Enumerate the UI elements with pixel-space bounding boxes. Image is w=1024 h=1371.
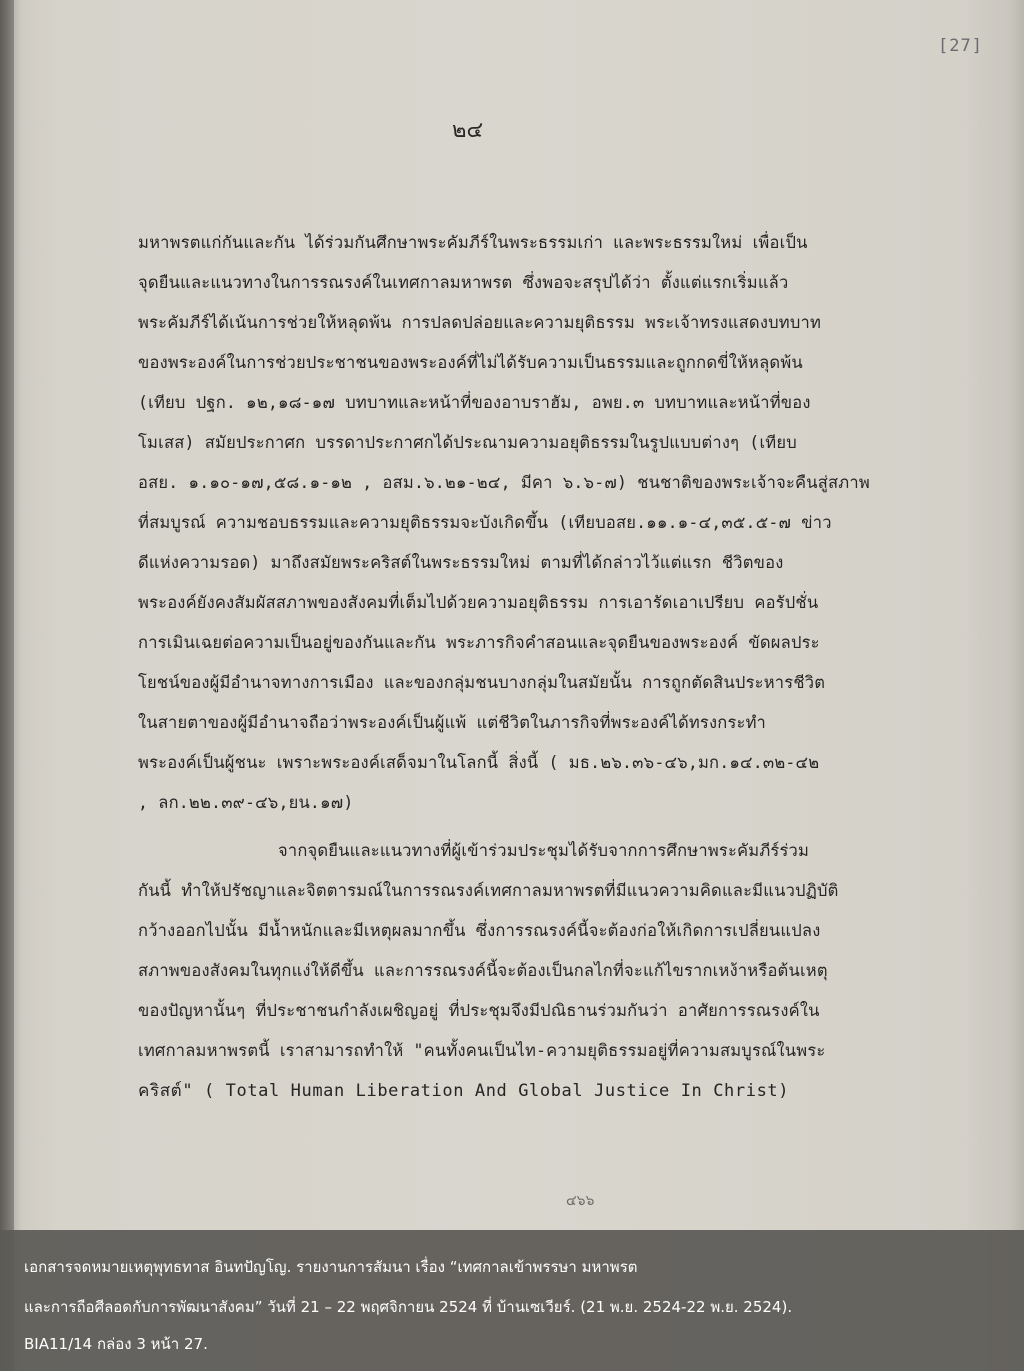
caption-line: เอกสารจดหมายเหตุพุทธทาส อินทปัญโญ. รายงานการสัมนา เรื่อง “เทศกาลเข้าพรรษา มหาพรต — [24, 1258, 638, 1276]
caption-line: BIA11/14 กล่อง 3 หน้า 27. — [24, 1335, 208, 1353]
text-line: พระองค์เป็นผู้ชนะ เพราะพระองค์เสด็จมาในโลกนี้ สิ่งนี้ ( มธ.๒๖.๓๖-๔๖,มก.๑๔.๓๒-๔๒ — [138, 753, 820, 772]
document-body — [138, 223, 898, 1111]
text-line: (เทียบ ปฐก. ๑๒,๑๘-๑๗ บทบาทและหน้าที่ของอาบราฮัม, อพย.๓ บทบาทและหน้าที่ของ — [138, 393, 811, 412]
text-line: กว้างออกไปนั้น มีน้ำหนักและมีเหตุผลมากขึ้น ซึ่งการรณรงค์นี้จะต้องก่อให้เกิดการเปลี่ยนแปลง — [138, 921, 821, 940]
text-line: ของพระองค์ในการช่วยประชาชนของพระองค์ที่ไม่ได้รับความเป็นธรรมและถูกกดขี่ให้หลุดพ้น — [138, 353, 803, 372]
text-line: ในสายตาของผู้มีอำนาจถือว่าพระองค์เป็นผู้แพ้ แต่ชีวิตในภารกิจที่พระองค์ได้ทรงกระทำ — [138, 713, 766, 732]
paragraph-start-line: จากจุดยืนและแนวทางที่ผู้เข้าร่วมประชุมได้รับจากการศึกษาพระคัมภีร์ร่วม — [278, 841, 810, 860]
text-line: พระองค์ยังคงสัมผัสสภาพของสังคมที่เต็มไปด้วยความอยุติธรรม การเอารัดเอาเปรียบ คอรัปชั่น — [138, 593, 819, 612]
text-line: , ลก.๒๒.๓๙-๔๖,ยน.๑๗) — [138, 793, 354, 812]
text-line: ของปัญหานั้นๆ ที่ประชาชนกำลังเผชิญอยู่ ที่ประชุมจึงมีปณิธานร่วมกันว่า อาศัยการรณรงค์ใน — [138, 1001, 820, 1020]
text-line-english-motto: คริสต์" ( Total Human Liberation And Global Justice In Christ) — [138, 1081, 790, 1101]
text-line: มหาพรตแก่กันและกัน ได้ร่วมกันศึกษาพระคัมภีร์ในพระธรรมเก่า และพระธรรมใหม่ เพื่อเป็น — [138, 233, 808, 252]
text-line: พระคัมภีร์ได้เน้นการช่วยให้หลุดพ้น การปลดปล่อยและความยุติธรรม พระเจ้าทรงแสดงบทบาท — [138, 313, 822, 332]
text-line: จุดยืนและแนวทางในการรณรงค์ในเทศกาลมหาพรต ซึ่งพอจะสรุปได้ว่า ตั้งแต่แรกเริ่มแล้ว — [138, 273, 789, 292]
page-number: ๒๔ — [452, 118, 484, 143]
book-spine-shadow — [0, 0, 14, 1371]
archive-reference-mark: [27] — [938, 36, 983, 56]
footer-mark: ๔๖๖ — [566, 1193, 595, 1209]
text-line: อสย. ๑.๑๐-๑๗,๕๘.๑-๑๒ , อสม.๖.๒๑-๒๔, มีคา ๖.๖-๗) ชนชาติของพระเจ้าจะคืนสู่สภาพ — [138, 473, 870, 492]
archive-caption-bar — [0, 1230, 1024, 1371]
caption-line: และการถือศีลอดกับการพัฒนาสังคม” วันที่ 21 – 22 พฤศจิกายน 2524 ที่ บ้านเซเวียร์. (21 พ.ย. 2524-22 พ.ย. 2524). — [24, 1298, 793, 1316]
text-line: กันนี้ ทำให้ปรัชญาและจิตตารมณ์ในการรณรงค์เทศกาลมหาพรตที่มีแนวความคิดและมีแนวปฏิบัติ — [138, 881, 839, 900]
text-line: โยชน์ของผู้มีอำนาจทางการเมือง และของกลุ่มชนบางกลุ่มในสมัยนั้น การถูกตัดสินประหารชีวิต — [138, 673, 826, 692]
text-line: เทศกาลมหาพรตนี้ เราสามารถทำให้ "คนทั้งคนเป็นไท-ความยุติธรรมอยู่ที่ความสมบูรณ์ในพระ — [138, 1041, 826, 1060]
text-line: การเมินเฉยต่อความเป็นอยู่ของกันและกัน พระภารกิจคำสอนและจุดยืนของพระองค์ ขัดผลประ — [138, 633, 820, 652]
text-line: สภาพของสังคมในทุกแง่ให้ดีขึ้น และการรณรงค์นี้จะต้องเป็นกลไกที่จะแก้ไขรากเหง้าหรือต้นเหตุ — [138, 961, 828, 980]
text-line: ดีแห่งความรอด) มาถึงสมัยพระคริสต์ในพระธรรมใหม่ ตามที่ได้กล่าวไว้แต่แรก ชีวิตของ — [138, 553, 784, 572]
text-line: ที่สมบูรณ์ ความชอบธรรมและความยุติธรรมจะบังเกิดขึ้น (เทียบอสย.๑๑.๑-๔,๓๕.๕-๗ ข่าว — [138, 513, 832, 532]
text-line: โมเสส) สมัยประกาศก บรรดาประกาศกได้ประณามความอยุติธรรมในรูปแบบต่างๆ (เทียบ — [138, 433, 797, 452]
